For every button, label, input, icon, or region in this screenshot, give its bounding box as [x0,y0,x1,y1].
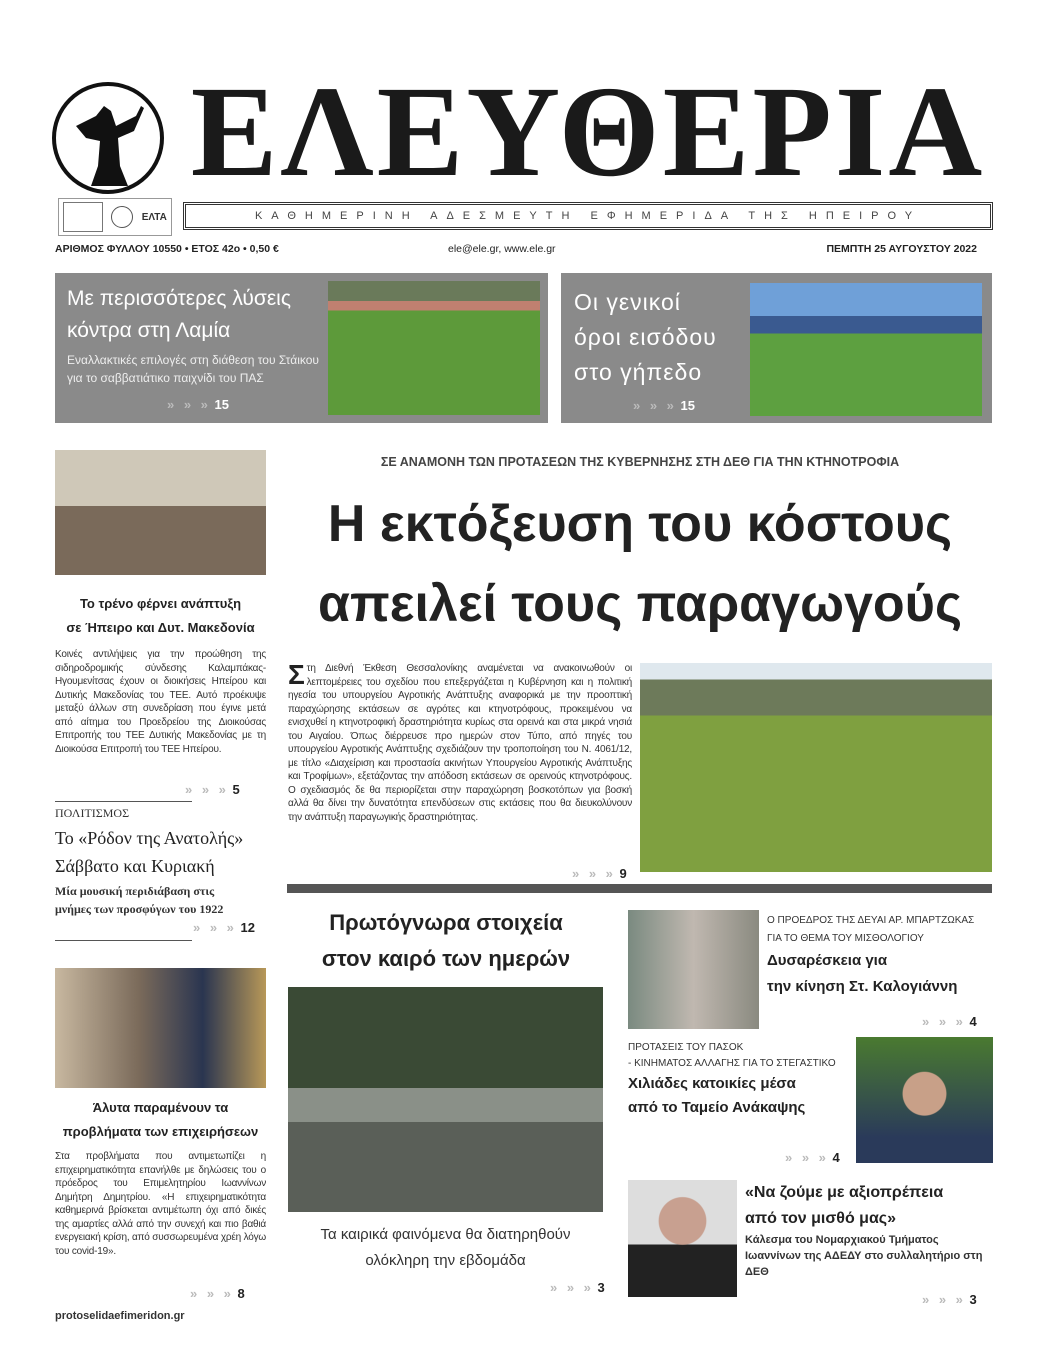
divider [55,940,192,941]
deyai-kicker: ΓΙΑ ΤΟ ΘΕΜΑ ΤΟΥ ΜΙΣΘΟΛΟΓΙΟΥ [767,933,924,944]
section-label: ΠΟΛΙΤΙΣΜΟΣ [55,806,130,820]
section-divider-bar [287,884,992,893]
train-headline[interactable]: σε Ήπειρο και Δυτ. Μακεδονία [66,620,255,635]
page-ref: » » » 8 [190,1286,245,1301]
page-ref: » » » 12 [193,920,256,935]
page-ref: » » » 5 [185,782,240,797]
train-body: Κοινές αντιλήψεις για την προώθηση της σιδηροδρομικής σύνδεσης Καλαμπάκας- Ηγουμενίτσας έχουν οι διοικήσεις Ηπείρου και Δυτικής Μακεδονίας του ΤΕΕ. Αυτό προέκυψε μεταξύ άλλων στη συνεδρίαση που έγινε μετά από αίτημα του Προεδρείου της Διοικούσας Επιτροπής του ΤΕΕ Δυτικής Μακεδονίας με τη Διοικούσα Επιτροπή του ΤΕΕ Ηπείρου. [55,649,266,755]
sports-title-line: όροι εισόδου [574,324,717,350]
sports-title-line: Οι γενικοί [574,289,681,315]
adedy-headline[interactable]: «Να ζούμε με αξιοπρέπεια [745,1184,944,1201]
issue-info: ΑΡΙΘΜΟΣ ΦΥΛΛΟΥ 10550 • ΕΤΟΣ 42ο • 0,50 € [55,243,279,255]
page-ref: » » » 15 [633,398,696,413]
weather-caption: ολόκληρη την εβδομάδα [365,1252,526,1269]
football-team-photo [328,281,540,415]
deyai-headline[interactable]: την κίνηση Στ. Καλογιάννη [767,978,958,995]
pasok-kicker: ΠΡΟΤΑΣΕΙΣ ΤΟΥ ΠΑΣΟΚ [628,1042,744,1053]
deyai-headline[interactable]: Δυσαρέσκεια για [767,952,888,969]
main-kicker: ΣΕ ΑΝΑΜΟΝΗ ΤΩΝ ΠΡΟΤΑΣΕΩΝ ΤΗΣ ΚΥΒΕΡΝΗΣΗΣ ΣΤΗ ΔΕΘ ΓΙΑ ΤΗΝ ΚΤΗΝΟΤΡΟΦΙΑ [380,455,900,469]
page-ref: » » » 15 [167,397,230,412]
sports-subtitle: Εναλλακτικές επιλογές στη διάθεση του Στάικου για το σαββατιάτικο παιχνίδι του ΠΑΣ [67,353,319,385]
business-body: Στα προβλήματα που αντιμετωπίζει η επιχειρηματικότητα επανήλθε με δηλώσεις του ο πρόεδρος του Επιμελητηρίου Ιωαννίνων Δημήτρη Δημητρίου. «Η επιχειρηματικότητα καθημερινά βρίσκεται αντιμέτωπη όχι από δικές της αμαρτίες αλλά από την συνεχή και πιο βαθιά ενεργειακή κρίση, από συσσωρευμένα χρέη λόγω του covid-19». [55,1151,266,1257]
sheep-photo [640,663,992,872]
pasok-headline[interactable]: Χιλιάδες κατοικίες μέσα [628,1075,796,1092]
divider [55,801,192,802]
culture-headline[interactable]: Σάββατο και Κυριακή [55,856,215,876]
weather-headline[interactable]: στον καιρό των ημερών [321,946,571,971]
adedy-subtitle: Κάλεσμα του Νομαρχιακού Τμήματος Ιωαννίνων της ΑΔΕΔΥ στο συλλαλητήριο στη ΔΕΘ [745,1234,983,1278]
masthead-title: ΕΛΕΥΘΕΡΙΑ [190,60,986,204]
sports-box-pas[interactable] [55,273,548,423]
sports-title-line: στο γήπεδο [574,359,703,385]
newspaper-logo [52,82,164,194]
politician-portrait [856,1037,993,1163]
rain-street-photo [288,987,603,1212]
union-leader-portrait [628,1180,737,1297]
adedy-headline[interactable]: από τον μισθό μας» [745,1210,897,1227]
pasok-kicker: - ΚΙΝΗΜΑΤΟΣ ΑΛΛΑΓΗΣ ΓΙΑ ΤΟ ΣΤΕΓΑΣΤΙΚΟ [628,1058,836,1069]
deyai-kicker: Ο ΠΡΟΕΔΡΟΣ ΤΗΣ ΔΕΥΑΙ ΑΡ. ΜΠΑΡΤΖΩΚΑΣ [767,915,975,926]
sports-title-line: Με περισσότερες λύσεις [67,287,291,310]
businessman-photo [55,968,266,1088]
train-headline[interactable]: Το τρένο φέρνει ανάπτυξη [79,596,242,611]
weather-headline[interactable]: Πρωτόγνωρα στοιχεία [329,910,563,935]
business-headline[interactable]: Άλυτα παραμένουν τα [92,1100,229,1115]
page-ref: » » » 9 [572,866,627,881]
page-ref: » » » 4 [785,1150,840,1165]
culture-subtitle: Μία μουσική περιδιάβαση στις μνήμες των προσφύγων του 1922 [55,884,224,916]
page-ref: » » » 3 [922,1292,977,1307]
drop-cap: Σ [288,659,305,690]
weather-caption: Τα καιρικά φαινόμενα θα διατηρηθούν [320,1226,571,1243]
masthead-tagline: ΚΑΘΗΜΕΡΙΝΗ ΑΔΕΣΜΕΥΤΗ ΕΦΗΜΕΡΙΔΑ ΤΗΣ ΗΠΕΙΡΟΥ [183,202,993,230]
main-headline[interactable]: απειλεί τους παραγωγούς [318,575,962,633]
pasok-headline[interactable]: από το Ταμείο Ανάκαψης [628,1099,806,1116]
sports-box-stadium[interactable] [561,273,992,423]
elta-label: ΕΛΤΑ [141,211,167,223]
meeting-photo [55,450,266,575]
page-ref: » » » 4 [922,1014,977,1029]
stadium-photo [750,283,982,416]
sports-title-line: κόντρα στη Λαμία [67,319,231,342]
culture-headline[interactable]: Το «Ρόδον της Ανατολής» [55,828,244,848]
postage-stamp [58,198,172,236]
business-headline[interactable]: προβλήματα των επιχειρήσεων [62,1124,259,1139]
main-body: τη Διεθνή Έκθεση Θεσσαλονίκης αναμένεται να ανακοινωθούν οι λεπτομέρειες του σχεδίου που επεξεργάζεται η Κυβέρνηση και η πολιτική ηγεσία του υπουργείου Αγροτικής Ανάπτυξης αναφορικά με την προοπτική παραχώρησης εκτάσεων σε αγρότες και κτηνοτρόφους, προκειμένου να ενισχυθεί η κτηνοτροφική δραστηριότητα κυρίως στα ορεινά και στα μικρά νησιά του Αιγαίου. Όπως διέρρευσε προ ημερών στον Τύπο, από πηγές του υπουργείου Αγροτικής Ανάπτυξης σχεδιάζουν την τροποποίηση του Ν. 4061/12, με τίτλο «Διαχείριση και προστασία ακινήτων Υπουργείου Αγροτικής Ανάπτυξης και Τροφίμων», εξετάζοντας την απόδοση εκτάσεων σε ορεινούς κτηνοτρόφους. Ο σχεδιασμός δε θα περιορίζεται στην παραχώρηση βοσκοτόπων για βοσκή αλλά θα δίνει την δυνατότητα επενδύσεων στις εκτάσεις που θα διευκολύνουν την ανάπτυξη παραγωγικής δραστηριότητας. [288,663,632,823]
main-headline[interactable]: Η εκτόξευση του κόστους [327,495,953,553]
issue-date: ΠΕΜΠΤΗ 25 ΑΥΓΟΥΣΤΟΥ 2022 [826,243,977,255]
page-ref: » » » 3 [550,1280,605,1295]
office-shutter-photo [628,910,759,1029]
contact-info: ele@ele.gr, www.ele.gr [448,243,556,255]
watermark: protoselidaefimeridon.gr [55,1310,185,1322]
